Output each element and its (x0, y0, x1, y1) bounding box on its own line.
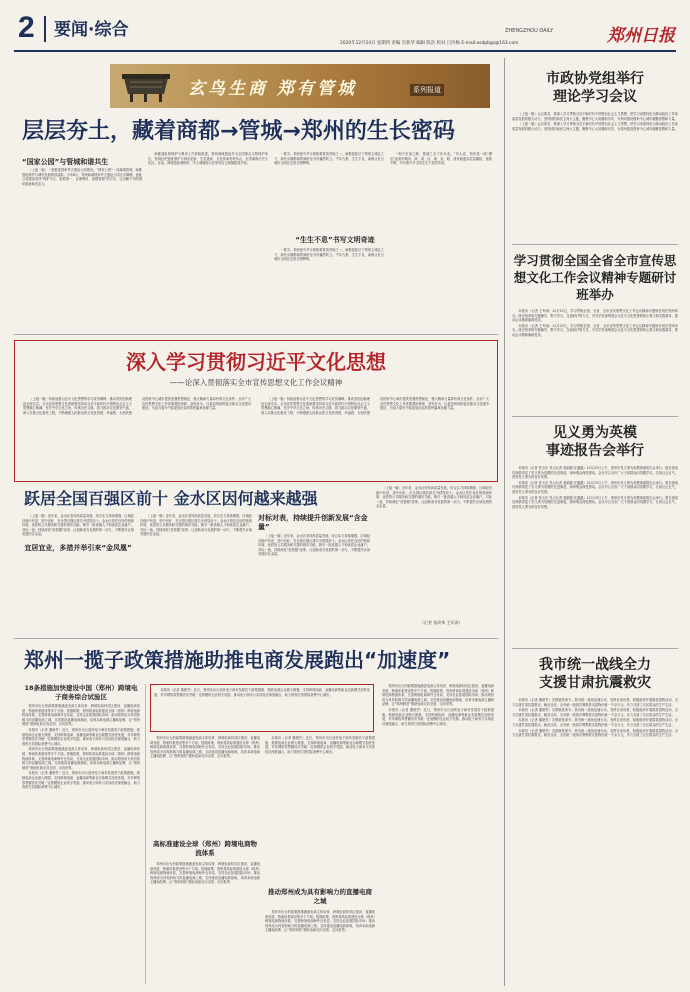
feature-col-1: （上接一版）一是推进国家考古遗址公园建设。“国家公园”一词落地管城，商都遗址保护与城市发展相得益彰。今年8月，郑州商城国家考古遗址公园正式揭牌，遗址公园建设坚持“保护为主、抢救第一、合理利用、加强管理”的方针，让沉睡千年的城垣重新焕发活力。 (22, 168, 142, 186)
feature-col-3b: 一数字。郑州是中华文明的重要发祥地之一。商都遗址位于郑州主城区之下，商代早期都城的城垣至今仍巍然屹立。千年古都，生生不息，商都文化与城市文明在这里交相辉映。 (274, 248, 384, 262)
story3-col-4: 郑州市出台的政策措施涵盖电商主体培育、跨境电商综试区建设、直播电商发展、物流体系建设等多个方面。按照政策，郑州将高标准建设全球（郑州）跨境电商物流体系，完善跨境电商海外仓布局，支持企业拓展国际市场；推动郑州成为具有影响力的直播电商之城，支持建设直播电商基地，培育本地电商主播和品牌，让“郑州制造”借助电商走向全国、走向世界。 本报讯（记者 董艳竹）近日，郑州市出台加快电子商务发展若干政策措施，鼓励电商企业做大做强，支持跨境电商、直播电商等新业态新模式加快发展，对年网络零售额首次突破一定规模的企业给予奖励，推动电子商务与实体经济深度融合，助力郑州打造国际消费中心城市。 (382, 684, 494, 726)
story2-col-4: （上接一版）近年来，金水区坚持高质量发展，综合实力持续增强，区域经济稳中有进、进中向好，在全国百强区排名中跃居前十。金水区依托良好的营商环境、优质的公共服务和完善的城市功能，吸引一批高端人才和优质企业落户。对标一流，持续深化“放管服”改革，让创新成为发展的第一动力，不断提升区域发展的含金量。 (376, 486, 492, 509)
masthead-rule (14, 50, 676, 52)
sidebar-rule-3 (512, 648, 678, 649)
page-number-divider (44, 16, 46, 42)
section-title: 要闻·综合 (54, 20, 129, 40)
feature-col-2: 商都遗址的保护与利用工作持续推进。郑州商城遗址作为全国重点文物保护单位，管城区把遗址保护与城市更新、生态建设、文化传承有机结合，打造商都历史文化区。目前，商城遗址博物馆、夯土城墙展示区等项目已相继建成开放。 (148, 152, 268, 166)
sidebar-item-3-headline: 见义勇为英模 事迹报告会举行 (546, 425, 644, 459)
story3-col-2: 郑州市出台的政策措施涵盖电商主体培育、跨境电商综试区建设、直播电商发展、物流体系建设等多个方面。按照政策，郑州将高标准建设全球（郑州）跨境电商物流体系，完善跨境电商海外仓布局，支持企业拓展国际市场；推动郑州成为具有影响力的直播电商之城，支持建设直播电商基地，培育本地电商主播和品牌，让“郑州制造”借助电商走向全国、走向世界。 (150, 736, 260, 759)
sidebar-item-4-headline: 我市统一战线全力 支援甘肃抗震救灾 (539, 657, 651, 691)
story3-side-box (22, 684, 140, 984)
sidebar-item-1 (512, 70, 678, 252)
sidebar-item-1-headline: 市政协党组举行 理论学习会议 (546, 71, 644, 105)
story3-col-divider (145, 684, 146, 984)
story3-subhead-2: 推动郑州成为具有影响力的直播电商之城 (268, 888, 372, 905)
story3-col-3b: 郑州市出台的政策措施涵盖电商主体培育、跨境电商综试区建设、直播电商发展、物流体系建设等多个方面。按照政策，郑州将高标准建设全球（郑州）跨境电商物流体系，完善跨境电商海外仓布局，支持企业拓展国际市场；推动郑州成为具有影响力的直播电商之城，支持建设直播电商基地，培育本地电商主播和品牌，让“郑州制造”借助电商走向全国、走向世界。 (265, 910, 375, 933)
lead-body: （上接一版）持续加强习近平文化思想的学习宣传阐释，推动党的创新理论走深走实。全市宣传思想文化系统要坚持用习近平新时代中国特色社会主义思想凝心铸魂，坚守中华文化立场，传承历史文脉，着力推动文化繁荣兴盛，深入实施文化惠民工程，不断增强人民群众的文化获得感、幸福感，为加快建设国家中心城市提供坚强思想保证、强大精神力量和有利文化条件。全市广大宣传思想文化工作者要勇担使命、奋发有为，以更加昂扬的姿态推动文化强市建设，为奋力谱写中原更加出彩的郑州篇章贡献力量。 （上接一版）持续加强习近平文化思想的学习宣传阐释，推动党的创新理论走深走实。全市宣传思想文化系统要坚持用习近平新时代中国特色社会主义思想凝心铸魂，坚守中华文化立场，传承历史文脉，着力推动文化繁荣兴盛，深入实施文化惠民工程，不断增强人民群众的文化获得感、幸福感，为加快建设国家中心城市提供坚强思想保证、强大精神力量和有利文化条件。全市广大宣传思想文化工作者要勇担使命、奋发有为，以更加昂扬的姿态推动文化强市建设，为奋力谱写中原更加出彩的郑州篇章贡献力量。 (23, 397, 489, 415)
feature-col-3: 一数字。郑州是中华文明的重要发祥地之一。商都遗址位于郑州主城区之下，商代早期都城的城垣至今仍巍然屹立。千年古都，生生不息，商都文化与城市文明在这里交相辉映。 (274, 152, 384, 166)
story2-col-2: （上接一版）近年来，金水区坚持高质量发展，综合实力持续增强，区域经济稳中有进、进中向好，在全国百强区排名中跃居前十。金水区依托良好的营商环境、优质的公共服务和完善的城市功能，吸引一批高端人才和优质企业落户。对标一流，持续深化“放管服”改革，让创新成为发展的第一动力，不断提升区域发展的含金量。 (140, 514, 252, 537)
sidebar-rule-2 (512, 416, 678, 417)
story2-headline: 跃居全国百强区前十 金水区因何越来越强 (24, 489, 318, 508)
section-en: ZHENGZHOU DAILY (505, 28, 554, 34)
sidebar-item-2-headline: 学习贯彻全国全省全市宣传思想文化工作会议精神专题研讨班举办 (513, 253, 677, 302)
feature-col-4: “刻于东岗之畔，管城之名千年未变。”有人说，郑州是一座“叠压”起来的城市，商、周、汉、唐、宋、明、清各朝遗存层层累积，延续不断，书写着中华文明生生不息的传奇。 (390, 152, 492, 166)
lead-editorial-box (14, 340, 498, 482)
story3-subhead-1: 高标准建设全球（郑州）跨境电商物流体系 (153, 840, 257, 857)
sidebar-item-3-body: 本报讯（记者 张玉东 见习记者 裴娟娟 任鑫鑫）12月23日上午，郑州市见义勇为英模事迹报告会举行。报告团成员深情讲述了见义勇为英模的先进事迹，现场观众深受感动。会议号召全市广大干部群众向英模学习，弘扬社会正气，营造见义勇为的良好氛围。 本报讯（记者 张玉东 见习记者 裴娟娟 任鑫鑫）12月23日上午，郑州市见义勇为英模事迹报告会举行。报告团成员深情讲述了见义勇为英模的先进事迹，现场观众深受感动。会议号召全市广大干部群众向英模学习，弘扬社会正气，营造见义勇为的良好氛围。 本报讯（记者 张玉东 见习记者 裴娟娟 任鑫鑫）12月23日上午，郑州市见义勇为英模事迹报告会举行。报告团成员深情讲述了见义勇为英模的先进事迹，现场观众深受感动。会议号召全市广大干部群众向英模学习，弘扬社会正气，营造见义勇为的良好氛围。 (512, 466, 678, 509)
story2-subhead-2: 对标对表，持续提升创新发展“含金量” (258, 514, 368, 531)
story2-subhead-1: 宜居宜业，多措并举引来“金凤凰” (22, 544, 134, 553)
sidebar-item-2-body: 本报讯（记者 王军涛）12月23日，学习贯彻全国、全省、全市宣传思想文化工作会议精神专题研讨班在郑州举办。研讨班采取专题辅导、集中学习、交流研讨等方式，引导学员深刻领会习近平文化思想的核心要义和实践要求，推动会议精神落地见效。 本报讯（记者 王军涛）12月23日，学习贯彻全国、全省、全市宣传思想文化工作会议精神专题研讨班在郑州举办。研讨班采取专题辅导、集中学习、交流研讨等方式，引导学员深刻领会习近平文化思想的核心要义和实践要求，推动会议精神落地见效。 (512, 309, 678, 337)
sidebar-item-4-body: 本报讯（记者 董艳竹）灾情就是命令。我市统一战线迅速行动，发挥自身优势，积极组织开展捐款捐物活动，全力支援甘肃抗震救灾。截至目前，全市统一战线共筹集救灾款物价值一千余万元，有力支援了灾区群众的生产生活。 本报讯（记者 董艳竹）灾情就是命令。我市统一战线迅速行动，发挥自身优势，积极组织开展捐款捐物活动，全力支援甘肃抗震救灾。截至目前，全市统一战线共筹集救灾款物价值一千余万元，有力支援了灾区群众的生产生活。 本报讯（记者 董艳竹）灾情就是命令。我市统一战线迅速行动，发挥自身优势，积极组织开展捐款捐物活动，全力支援甘肃抗震救灾。截至目前，全市统一战线共筹集救灾款物价值一千余万元，有力支援了灾区群众的生产生活。 本报讯（记者 董艳竹）灾情就是命令。我市统一战线迅速行动，发挥自身优势，积极组织开展捐款捐物活动，全力支援甘肃抗震救灾。截至目前，全市统一战线共筹集救灾款物价值一千余万元，有力支援了灾区群众的生产生活。 (512, 698, 678, 738)
story3-box-body: 郑州市出台的政策措施涵盖电商主体培育、跨境电商综试区建设、直播电商发展、物流体系建设等多个方面。按照政策，郑州将高标准建设全球（郑州）跨境电商物流体系，完善跨境电商海外仓布局，支持企业拓展国际市场；推动郑州成为具有影响力的直播电商之城，支持建设直播电商基地，培育本地电商主播和品牌，让“郑州制造”借助电商走向全国、走向世界。 本报讯（记者 董艳竹）近日，郑州市出台加快电子商务发展若干政策措施，鼓励电商企业做大做强，支持跨境电商、直播电商等新业态新模式加快发展，对年网络零售额首次突破一定规模的企业给予奖励，推动电子商务与实体经济深度融合，助力郑州打造国际消费中心城市。 郑州市出台的政策措施涵盖电商主体培育、跨境电商综试区建设、直播电商发展、物流体系建设等多个方面。按照政策，郑州将高标准建设全球（郑州）跨境电商物流体系，完善跨境电商海外仓布局，支持企业拓展国际市场；推动郑州成为具有影响力的直播电商之城，支持建设直播电商基地，培育本地电商主播和品牌，让“郑州制造”借助电商走向全国、走向世界。 本报讯（记者 董艳竹）近日，郑州市出台加快电子商务发展若干政策措施，鼓励电商企业做大做强，支持跨境电商、直播电商等新业态新模式加快发展，对年网络零售额首次突破一定规模的企业给予奖励，推动电子商务与实体经济深度融合，助力郑州打造国际消费中心城市。 (22, 704, 140, 790)
banner-tag: 系列报道 (410, 84, 444, 96)
sidebar-rule-1 (512, 244, 678, 245)
masthead (0, 0, 690, 52)
story2-col-1: （上接一版）近年来，金水区坚持高质量发展，综合实力持续增强，区域经济稳中有进、进中向好，在全国百强区排名中跃居前十。金水区依托良好的营商环境、优质的公共服务和完善的城市功能，吸引一批高端人才和优质企业落户。对标一流，持续深化“放管服”改革，让创新成为发展的第一动力，不断提升区域发展的含金量。 (22, 514, 134, 537)
date-line: 2020年12月24日 星期四 责编 肖新华 编辑 陈浩 校对 吕玲梅 E-mail:xsdpbgs@163.com (340, 41, 519, 46)
feature-subhead-2: “生生不息”书写文明奇迹 (295, 236, 375, 244)
story3-col-2b: 郑州市出台的政策措施涵盖电商主体培育、跨境电商综试区建设、直播电商发展、物流体系建设等多个方面。按照政策，郑州将高标准建设全球（郑州）跨境电商物流体系，完善跨境电商海外仓布局，支持企业拓展国际市场；推动郑州成为具有影响力的直播电商之城，支持建设直播电商基地，培育本地电商主播和品牌，让“郑州制造”借助电商走向全国、走向世界。 (150, 862, 260, 885)
page-number: 2 (18, 11, 35, 44)
bronze-vessel-icon (116, 68, 176, 104)
feature-headline: 层层夯土，藏着商都→管城→郑州的生长密码 (22, 119, 455, 144)
sidebar-item-4 (512, 656, 678, 978)
sidebar-item-3 (512, 424, 678, 636)
lead-headline: 深入学习贯彻习近平文化思想 (126, 350, 386, 374)
story2-divider (14, 638, 498, 639)
story2-col-3: （上接一版）近年来，金水区坚持高质量发展，综合实力持续增强，区域经济稳中有进、进中向好，在全国百强区排名中跃居前十。金水区依托良好的营商环境、优质的公共服务和完善的城市功能，吸引一批高端人才和优质企业落户。对标一流，持续深化“放管服”改革，让创新成为发展的第一动力，不断提升区域发展的含金量。 (258, 534, 370, 557)
sidebar-divider (504, 58, 505, 986)
story3-headline: 郑州一揽子政策措施助推电商发展跑出“加速度” (24, 648, 451, 672)
banner-text: 玄鸟生商 郑有管城 (188, 79, 357, 99)
sidebar-item-1-body: （上接一版）会议要求，要深入学习贯彻习近平新时代中国特色社会主义思想，把学习成果转化为推动政协工作高质量发展的强大动力，坚持团结和民主两大主题，聚焦中心大局履职尽责，为郑州建设国家中心城市凝聚智慧和力量。 （上接一版）会议要求，要深入学习贯彻习近平新时代中国特色社会主义思想，把学习成果转化为推动政协工作高质量发展的强大动力，坚持团结和民主两大主题，聚焦中心大局履职尽责，为郑州建设国家中心城市凝聚智慧和力量。 (512, 112, 678, 131)
paper-logo: 郑州日报 (607, 26, 675, 46)
story3-col-3: 本报讯（记者 董艳竹）近日，郑州市出台加快电子商务发展若干政策措施，鼓励电商企业做大做强，支持跨境电商、直播电商等新业态新模式加快发展，对年网络零售额首次突破一定规模的企业给予奖励，推动电子商务与实体经济深度融合，助力郑州打造国际消费中心城市。 (265, 736, 375, 754)
story2-byline: （记者 张改革 王军涛） (420, 620, 463, 625)
story3-intro: 本报讯（记者 董艳竹）近日，郑州市出台加快电子商务发展若干政策措施，鼓励电商企业做大做强，支持跨境电商、直播电商等新业态新模式加快发展，对年网络零售额首次突破一定规模的企业给予奖励，推动电子商务与实体经济深度融合，助力郑州打造国际消费中心城市。 (154, 688, 370, 697)
story3-box-title: 18条措施加快建设中国（郑州）跨境电子商务综合试验区 (24, 684, 138, 701)
feature-banner (110, 64, 490, 108)
feature-subhead-1: “国家公园”与管城和谐共生 (22, 158, 109, 166)
lead-subtitle: ——论深入贯彻落实全市宣传思想文化工作会议精神 (169, 378, 343, 387)
sidebar-item-2 (512, 252, 678, 429)
feature-divider (14, 334, 498, 335)
story3-intro-box (150, 684, 374, 732)
